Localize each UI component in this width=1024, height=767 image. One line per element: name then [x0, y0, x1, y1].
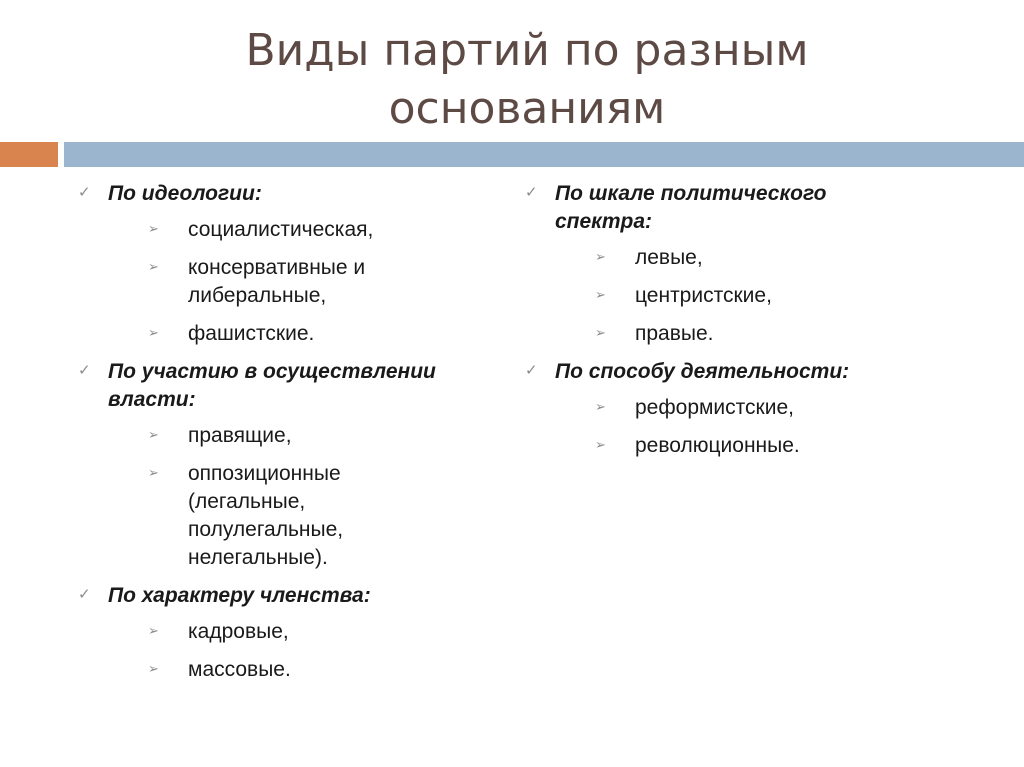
category-heading: По участию в осуществлении власти: [108, 360, 436, 411]
category-heading: По идеологии: [108, 182, 262, 205]
sub-list-item [148, 656, 506, 684]
sub-list-item [148, 320, 506, 348]
sub-list-item [595, 432, 943, 460]
slide-title [0, 22, 1024, 138]
sub-list-item [148, 216, 506, 244]
checkmark-icon: ✓ [78, 362, 91, 379]
right-column [523, 180, 943, 470]
sub-item-text: левые, [635, 246, 703, 269]
sub-item-text: социалистическая, [188, 218, 374, 241]
sub-item-text: фашистские. [188, 322, 315, 345]
arrowhead-icon: ➢ [148, 221, 159, 236]
sub-list-item [595, 282, 943, 310]
sub-item-text: консервативные и либеральные, [188, 256, 366, 307]
sub-item-text: революционные. [635, 434, 800, 457]
checkmark-icon: ✓ [78, 586, 91, 603]
sub-list [555, 394, 943, 460]
category-heading: По шкале политического спектра: [555, 182, 827, 233]
sub-item-text: массовые. [188, 658, 291, 681]
accent-bar [0, 142, 58, 167]
sub-list-item [595, 320, 943, 348]
category-heading: По способу деятельности: [555, 360, 850, 383]
sub-list [555, 244, 943, 348]
arrowhead-icon: ➢ [148, 623, 159, 638]
sub-list [108, 618, 506, 684]
arrowhead-icon: ➢ [148, 661, 159, 676]
sub-list-item [148, 422, 506, 450]
sub-list [108, 216, 506, 348]
checkmark-icon: ✓ [525, 362, 538, 379]
sub-item-text: правящие, [188, 424, 292, 447]
arrowhead-icon: ➢ [595, 399, 606, 414]
sub-item-text: правые. [635, 322, 714, 345]
title-divider-bar [64, 142, 1024, 167]
arrowhead-icon: ➢ [595, 287, 606, 302]
list-item [523, 358, 943, 460]
list-item [76, 358, 506, 572]
arrowhead-icon: ➢ [595, 249, 606, 264]
sub-list-item [148, 254, 506, 310]
sub-item-text: центристские, [635, 284, 772, 307]
sub-list-item [148, 618, 506, 646]
sub-item-text: кадровые, [188, 620, 289, 643]
arrowhead-icon: ➢ [595, 437, 606, 452]
list-item [76, 582, 506, 684]
list-item [76, 180, 506, 348]
arrowhead-icon: ➢ [148, 325, 159, 340]
arrowhead-icon: ➢ [148, 259, 159, 274]
checkmark-icon: ✓ [525, 184, 538, 201]
left-column [76, 180, 506, 694]
sub-item-text: оппозиционные (легальные, полулегальные, нелегальные). [188, 462, 344, 569]
checkmark-icon: ✓ [78, 184, 91, 201]
arrowhead-icon: ➢ [148, 427, 159, 442]
arrowhead-icon: ➢ [148, 465, 159, 480]
sub-item-text: реформистские, [635, 396, 794, 419]
list-item [523, 180, 943, 348]
sub-list-item [595, 394, 943, 422]
category-heading: По характеру членства: [108, 584, 371, 607]
slide-title-line-2: основаниям [388, 83, 666, 134]
left-list [76, 180, 506, 684]
slide-title-line-1: Виды партий по разным [245, 25, 809, 76]
arrowhead-icon: ➢ [595, 325, 606, 340]
sub-list [108, 422, 506, 572]
sub-list-item [595, 244, 943, 272]
sub-list-item [148, 460, 506, 572]
right-list [523, 180, 943, 460]
